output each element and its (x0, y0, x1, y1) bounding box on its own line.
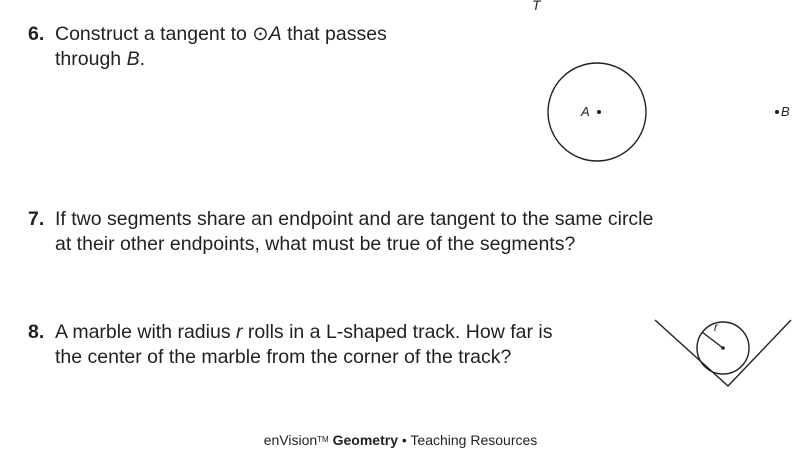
problem-8-line2: the center of the marble from the corner of the track? (55, 346, 512, 368)
circle-name: A (268, 23, 282, 45)
marble-radius-line (702, 332, 723, 348)
problem-8-number: 8. (28, 321, 45, 343)
footer-subject: Geometry (332, 432, 398, 448)
problem-7-line1: If two segments share an endpoint and are tangent to the same circle (55, 208, 654, 230)
problem-7-line2: at their other endpoints, what must be true of the segments? (55, 233, 576, 255)
problem-7-number: 7. (28, 208, 45, 230)
footer-brand: enVision (263, 432, 318, 448)
point-b-label: B (781, 104, 790, 119)
footer (0, 432, 801, 448)
problem-6-number: 6. (28, 23, 45, 45)
top-label-t: T (532, 0, 541, 13)
problem-6-text-a: Construct a tangent to (55, 23, 253, 45)
footer-trademark: TM (317, 435, 329, 444)
footer-bullet: • (401, 432, 407, 448)
footer-resource: Teaching Resources (410, 432, 538, 448)
problem-8-line1-a: A marble with radius (55, 321, 236, 343)
center-a-label: A (581, 104, 590, 119)
problem-6-line2-b: . (139, 48, 145, 70)
marble-radius-label: r (714, 320, 718, 334)
problem-6-text-b: that passes (281, 23, 387, 45)
radius-variable: r (236, 321, 243, 343)
circle-symbol: ⊙ (252, 23, 269, 45)
problem-6-line2-a: through (55, 48, 127, 70)
point-name: B (126, 48, 140, 70)
problem-8-line1-b: rolls in a L-shaped track. How far is (242, 321, 553, 343)
l-track (655, 320, 791, 386)
